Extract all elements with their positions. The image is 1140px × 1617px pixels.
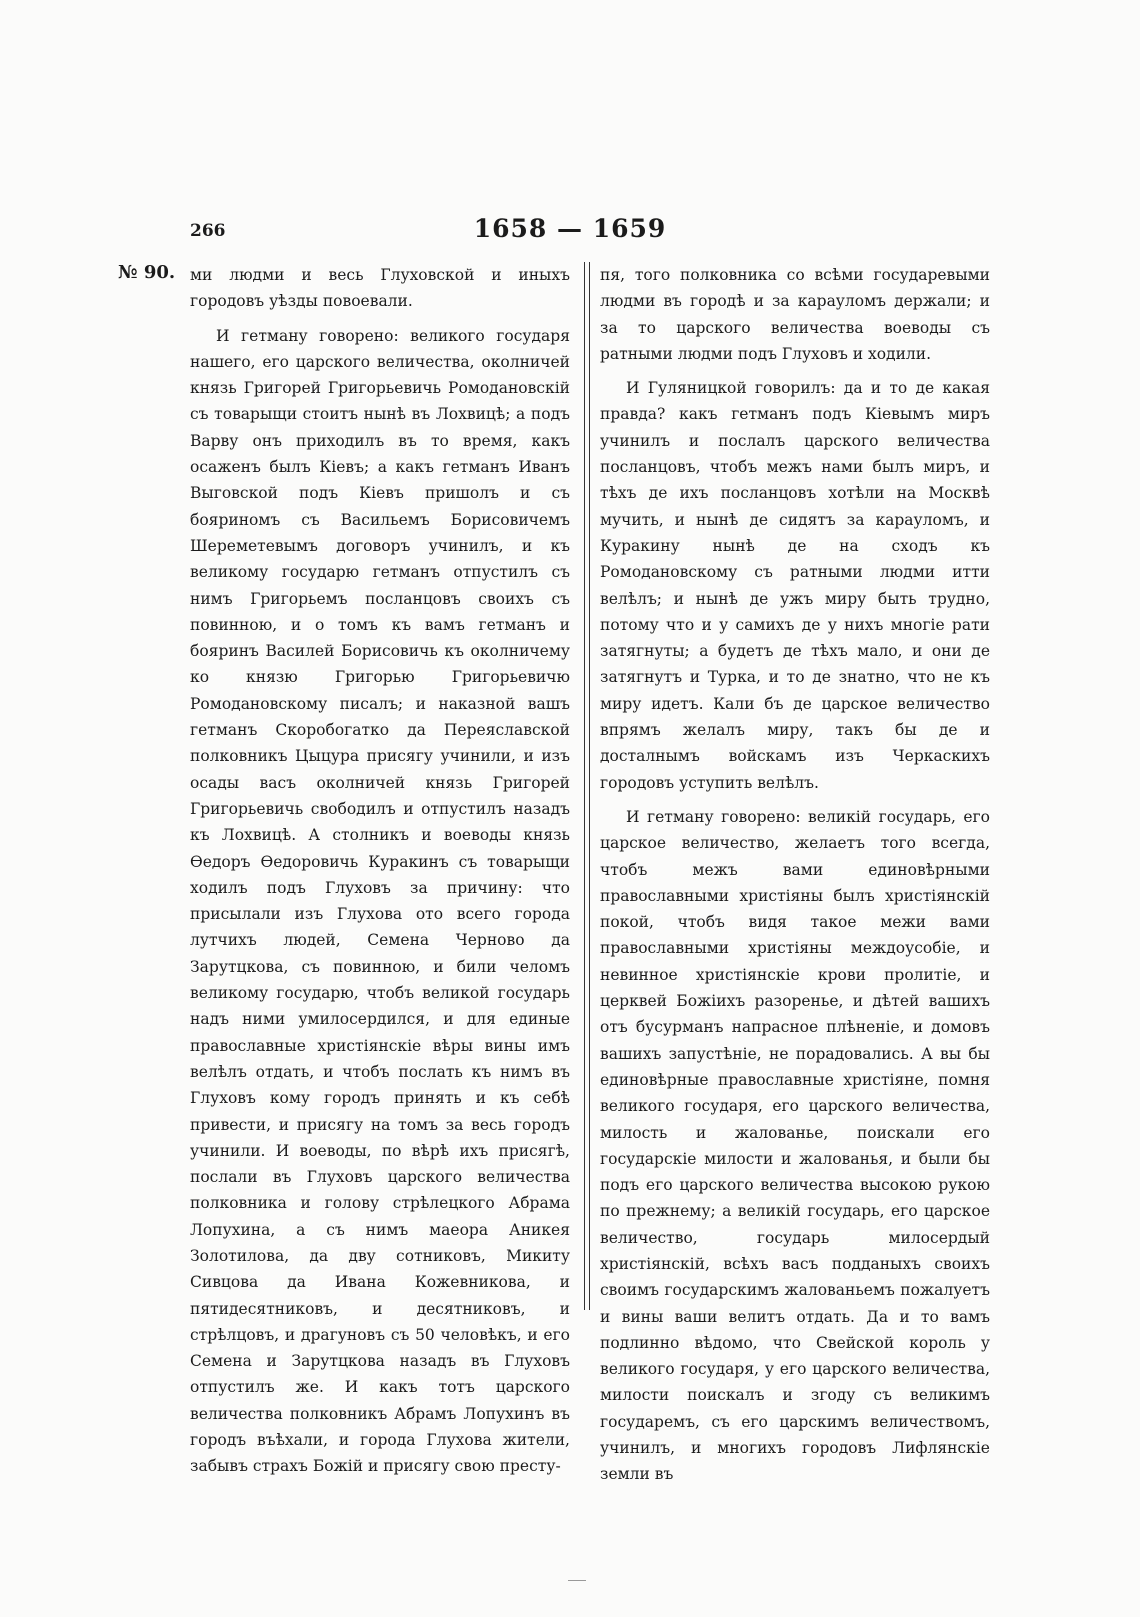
- paragraph: И гетману говорено: великій государь, его царское величество, желаетъ того всегда, чтобъ межъ вами единовѣрными православными христіяны былъ христіянскій покой, чтобъ видя такое межи вами православными христіяны междоусобіе, и невинное христіянскіе крови пролитіе, и церквей Божіихъ разоренье, и дѣтей вашихъ отъ бусурманъ напрасное плѣненіе, и домовъ вашихъ запустѣніе, не порадовались. А вы бы единовѣрные православные христіяне, помня великого государя, его царского величества, милость и жалованье, поискали его государскіе милости и жалованья, и были бы подъ его царского величества высокою рукою по прежнему; а великій государь, его царское величество, государь милосердый христіянскій, всѣхъ васъ подданыхъ своихъ своимъ государскимъ жалованьемъ пожалуетъ и вины ваши велитъ отдать. Да и то вамъ подлинно вѣдомо, что Свейской король у великого государя, у его царского величества, милости поискалъ и згоду съ великимъ государемъ, съ его царскимъ величествомъ, учинилъ, и многихъ городовъ Лифлянскіе земли въ: [600, 807, 990, 1484]
- page-number: 266: [190, 221, 226, 241]
- paragraph: ми людми и весь Глуховской и иныхъ городовъ уѣзды повоевали.: [190, 266, 570, 311]
- paragraph: И Гуляницкой говорилъ: да и то де какая правда? какъ гетманъ подъ Кіевымъ миръ учинилъ и послалъ царского величества посланцовъ, чтобъ межъ нами былъ миръ, и тѣхъ де ихъ посланцовъ хотѣли на Москвѣ мучить, и нынѣ де сидятъ за карауломъ, и Куракину нынѣ де на сходъ къ Ромодановскому съ ратными людми итти велѣлъ; и нынѣ де ужъ миру быть трудно, потому что и у самихъ де у нихъ многіе рати затягнуты; а будетъ де тѣхъ мало, и они де затягнутъ и Турка, и то де знатно, что не къ миру идетъ. Кали бъ де царское величество впрямъ желалъ миру, такъ бы де и досталнымъ войскамъ изъ Черкаскихъ городовъ уступить велѣлъ.: [600, 379, 990, 792]
- paragraph: И гетману говорено: великого государя нашего, его царского величества, околничей князь Григорей Григорьевичь Ромодановскій съ товарыщи стоитъ нынѣ въ Лохвицѣ; а подъ Варву онъ приходилъ въ то время, какъ осаженъ былъ Кіевъ; а какъ гетманъ Иванъ Выговской подъ Кіевъ пришолъ и съ бояриномъ съ Васильемъ Борисовичемъ Шереметевымъ договоръ учинилъ, и къ великому государю гетманъ отпустилъ съ нимъ Григорьемъ посланцовъ своихъ съ повинною, и о томъ къ вамъ гетманъ и бояринъ Василей Борисовичь къ околничему ко князю Григорью Григорьевичю Ромодановскому писалъ; и наказной вашъ гетманъ Скоробогатко да Переяславской полковникъ Цыцура присягу учинили, и изъ осады васъ околничей князь Григорей Григорьевичь свободилъ и отпустилъ назадъ къ Лохвицѣ. А столникъ и воеводы князь Өедоръ Өедоровичь Куракинъ съ товарыщи ходилъ подъ Глуховъ за причину: что присылали изъ Глухова ото всего города лутчихъ людей, Семена Черново да Зарутцкова, съ повинною, и били челомъ великому государю, чтобъ великой государь надъ ними умилосердился, и для единые православные христіянскіе вѣры вины имъ велѣлъ отдать, и чтобъ послать къ нимъ въ Глуховъ кому городъ принять и къ себѣ привести, и присягу на томъ за весь городъ учинили. И воеводы, по вѣрѣ ихъ присягѣ, послали въ Глуховъ царского величества полковника и голову стрѣлецкого Абрама Лопухина, а съ нимъ маеора Аникея Золотилова, да дву сотниковъ, Микиту Сивцова да Ивана Кожевникова, и пятидесятниковъ, и десятниковъ, и стрѣлцовъ, и драгуновъ съ 50 человѣкъ, и его Семена и Зарутцкова назадъ въ Глуховъ отпустилъ же. И какъ тотъ царского величества полковникъ Абрамъ Лопухинъ въ городъ въѣхали, и города Глухова жители, забывъ страхъ Божій и присягу свою престу-: [190, 326, 570, 1476]
- paragraph: пя, того полковника со всѣми государевыми людми въ городѣ и за карауломъ держали; и за то царского величества воеводы съ ратными людми подъ Глуховъ и ходили.: [600, 266, 990, 363]
- column-divider: [584, 262, 590, 1310]
- footer-mark: [568, 1580, 586, 1581]
- left-column: [190, 262, 570, 1476]
- right-column: [600, 262, 990, 1484]
- page-header-years: 1658 — 1659: [473, 214, 667, 243]
- document-number: № 90.: [118, 262, 176, 283]
